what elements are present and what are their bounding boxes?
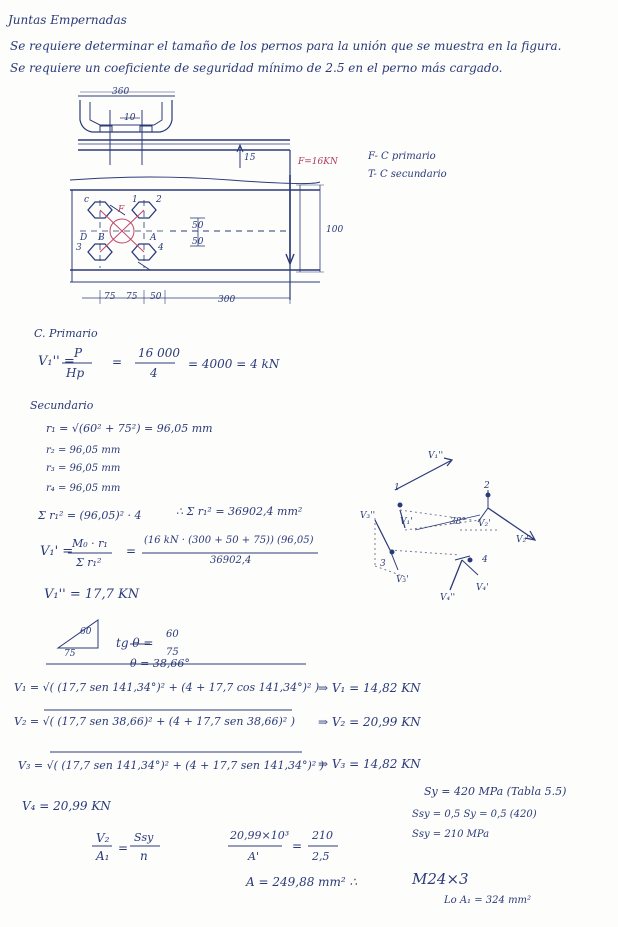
- vec-v3pp: V₃'': [360, 511, 376, 521]
- secondary-heading: Secundario: [30, 399, 94, 412]
- v1-resultant: V₁ = √( (17,7 sen 141,34°)² + (4 + 17,7 cos 141,34°)² ): [14, 681, 320, 694]
- v1-secondary-num: M₀ · r₁: [72, 537, 108, 550]
- r1: r₁ = √(60² + 75²) = 96,05 mm: [46, 422, 213, 435]
- r4: r₄ = 96,05 mm: [46, 483, 121, 494]
- legend-secondary: T- C secundario: [368, 169, 447, 180]
- label-4: 4: [158, 243, 164, 253]
- v3-resultant: V₃ = √( (17,7 sen 141,34°)² + (4 + 17,7 sen 141,34°)² ): [18, 759, 324, 772]
- dim-50b: 50: [192, 237, 204, 247]
- v1-secondary-den: Σ r₁²: [76, 556, 102, 569]
- dim-300: 300: [218, 295, 236, 305]
- calc-den: A': [248, 850, 259, 863]
- vec-angle: 38°: [450, 517, 466, 527]
- calc-eq: =: [292, 839, 303, 853]
- v1-resultant-value: ⇒ V₁ = 14,82 KN: [318, 681, 421, 695]
- dim-360: 360: [112, 87, 130, 97]
- primary-frac1-num: P: [74, 346, 83, 360]
- tg-label: tg θ =: [116, 636, 154, 650]
- theta-result: θ = 38,66°: [130, 657, 190, 670]
- calc-num: 20,99×10³: [230, 829, 290, 842]
- primary-frac2-den: 4: [150, 366, 158, 380]
- force-label: F=16KN: [298, 157, 338, 167]
- label-a: A: [150, 233, 157, 243]
- bolt-size: M24×3: [412, 870, 469, 888]
- v1-secondary-num2: (16 kN · (300 + 50 + 75)) (96,05): [144, 535, 314, 546]
- primary-eq: =: [112, 355, 123, 369]
- vec-v1pp: V₁'': [428, 451, 444, 461]
- tri-75: 75: [64, 649, 76, 659]
- v1-secondary-eq: =: [126, 544, 137, 558]
- vec-4: 4: [482, 555, 488, 565]
- label-3: 3: [76, 243, 82, 253]
- eq-rhs-den: n: [140, 849, 148, 863]
- calc-rhs-den: 2,5: [312, 850, 330, 863]
- problem-statement-1: Se requiere determinar el tamaño de los pernos para la unión que se muestra en la figura.: [10, 39, 562, 53]
- vec-v2pp: V₂'': [516, 535, 532, 545]
- ssy-formula: Ssy = 0,5 Sy = 0,5 (420): [412, 809, 537, 820]
- ssy-value: Ssy = 210 MPa: [412, 829, 490, 840]
- dim-50c: 50: [150, 292, 162, 302]
- primary-frac1-den: Hp: [66, 366, 85, 380]
- label-1: 1: [132, 195, 138, 205]
- tg-num: 60: [166, 629, 179, 640]
- dim-75: 75: [104, 292, 116, 302]
- label-b: B: [98, 233, 105, 243]
- primary-heading: C. Primario: [34, 327, 98, 340]
- page-title: Juntas Empernadas: [8, 13, 127, 27]
- sum-r: Σ r₁² = (96,05)² · 4: [38, 509, 142, 522]
- dim-75b: 75: [126, 292, 138, 302]
- eq-rhs-num: Ssy: [134, 831, 154, 844]
- label-2: 2: [156, 195, 162, 205]
- r3: r₃ = 96,05 mm: [46, 463, 121, 474]
- vec-1: 1: [394, 483, 400, 493]
- vec-2: 2: [484, 481, 490, 491]
- v3-resultant-value: ⇒ V₃ = 14,82 KN: [318, 757, 421, 771]
- vec-3: 3: [380, 559, 386, 569]
- tri-60: 60: [80, 627, 92, 637]
- area-result: A = 249,88 mm² ∴: [246, 875, 358, 889]
- v2-resultant: V₂ = √( (17,7 sen 38,66)² + (4 + 17,7 sen 38,66)² ): [14, 715, 295, 728]
- vec-v1p: V₁': [400, 517, 413, 527]
- r2: r₂ = 96,05 mm: [46, 445, 121, 456]
- dim-10: 10: [124, 113, 136, 123]
- v1-secondary-result: V₁'' = 17,7 KN: [44, 587, 140, 602]
- v2-resultant-value: ⇒ V₂ = 20,99 KN: [318, 715, 421, 729]
- eq-lhs-den: A₁: [96, 849, 110, 863]
- calc-rhs-num: 210: [312, 829, 333, 842]
- dim-50: 50: [192, 221, 204, 231]
- eq-eq: =: [118, 841, 129, 855]
- sy-value: Sy = 420 MPa (Tabla 5.5): [424, 785, 567, 798]
- primary-lhs: V₁'' =: [38, 354, 75, 369]
- primary-result: = 4000 = 4 kN: [188, 357, 280, 371]
- label-d: D: [80, 233, 88, 243]
- v1-secondary-den2: 36902,4: [210, 555, 252, 566]
- eq-lhs-num: V₂: [96, 831, 110, 845]
- tg-den: 75: [166, 647, 179, 658]
- v4-resultant: V₄ = 20,99 KN: [22, 799, 111, 813]
- bolt-area: Lo A₁ = 324 mm²: [444, 895, 532, 906]
- legend-primary: F- C primario: [368, 151, 436, 162]
- vec-v3p: V₃': [396, 575, 409, 585]
- label-c: c: [84, 195, 90, 205]
- label-f: F: [118, 205, 125, 215]
- dim-15: 15: [244, 153, 256, 163]
- vec-v2p: V₂': [478, 519, 491, 529]
- vec-v4p: V₄': [476, 583, 489, 593]
- sum-r-result: ∴ Σ r₁² = 36902,4 mm²: [176, 505, 303, 518]
- problem-statement-2: Se requiere un coeficiente de seguridad mínimo de 2.5 en el perno más cargado.: [10, 61, 503, 75]
- v1-secondary-lhs: V₁' =: [40, 544, 74, 559]
- vec-v4pp: V₄'': [440, 593, 456, 603]
- dim-100: 100: [326, 225, 344, 235]
- primary-frac2-num: 16 000: [138, 346, 180, 360]
